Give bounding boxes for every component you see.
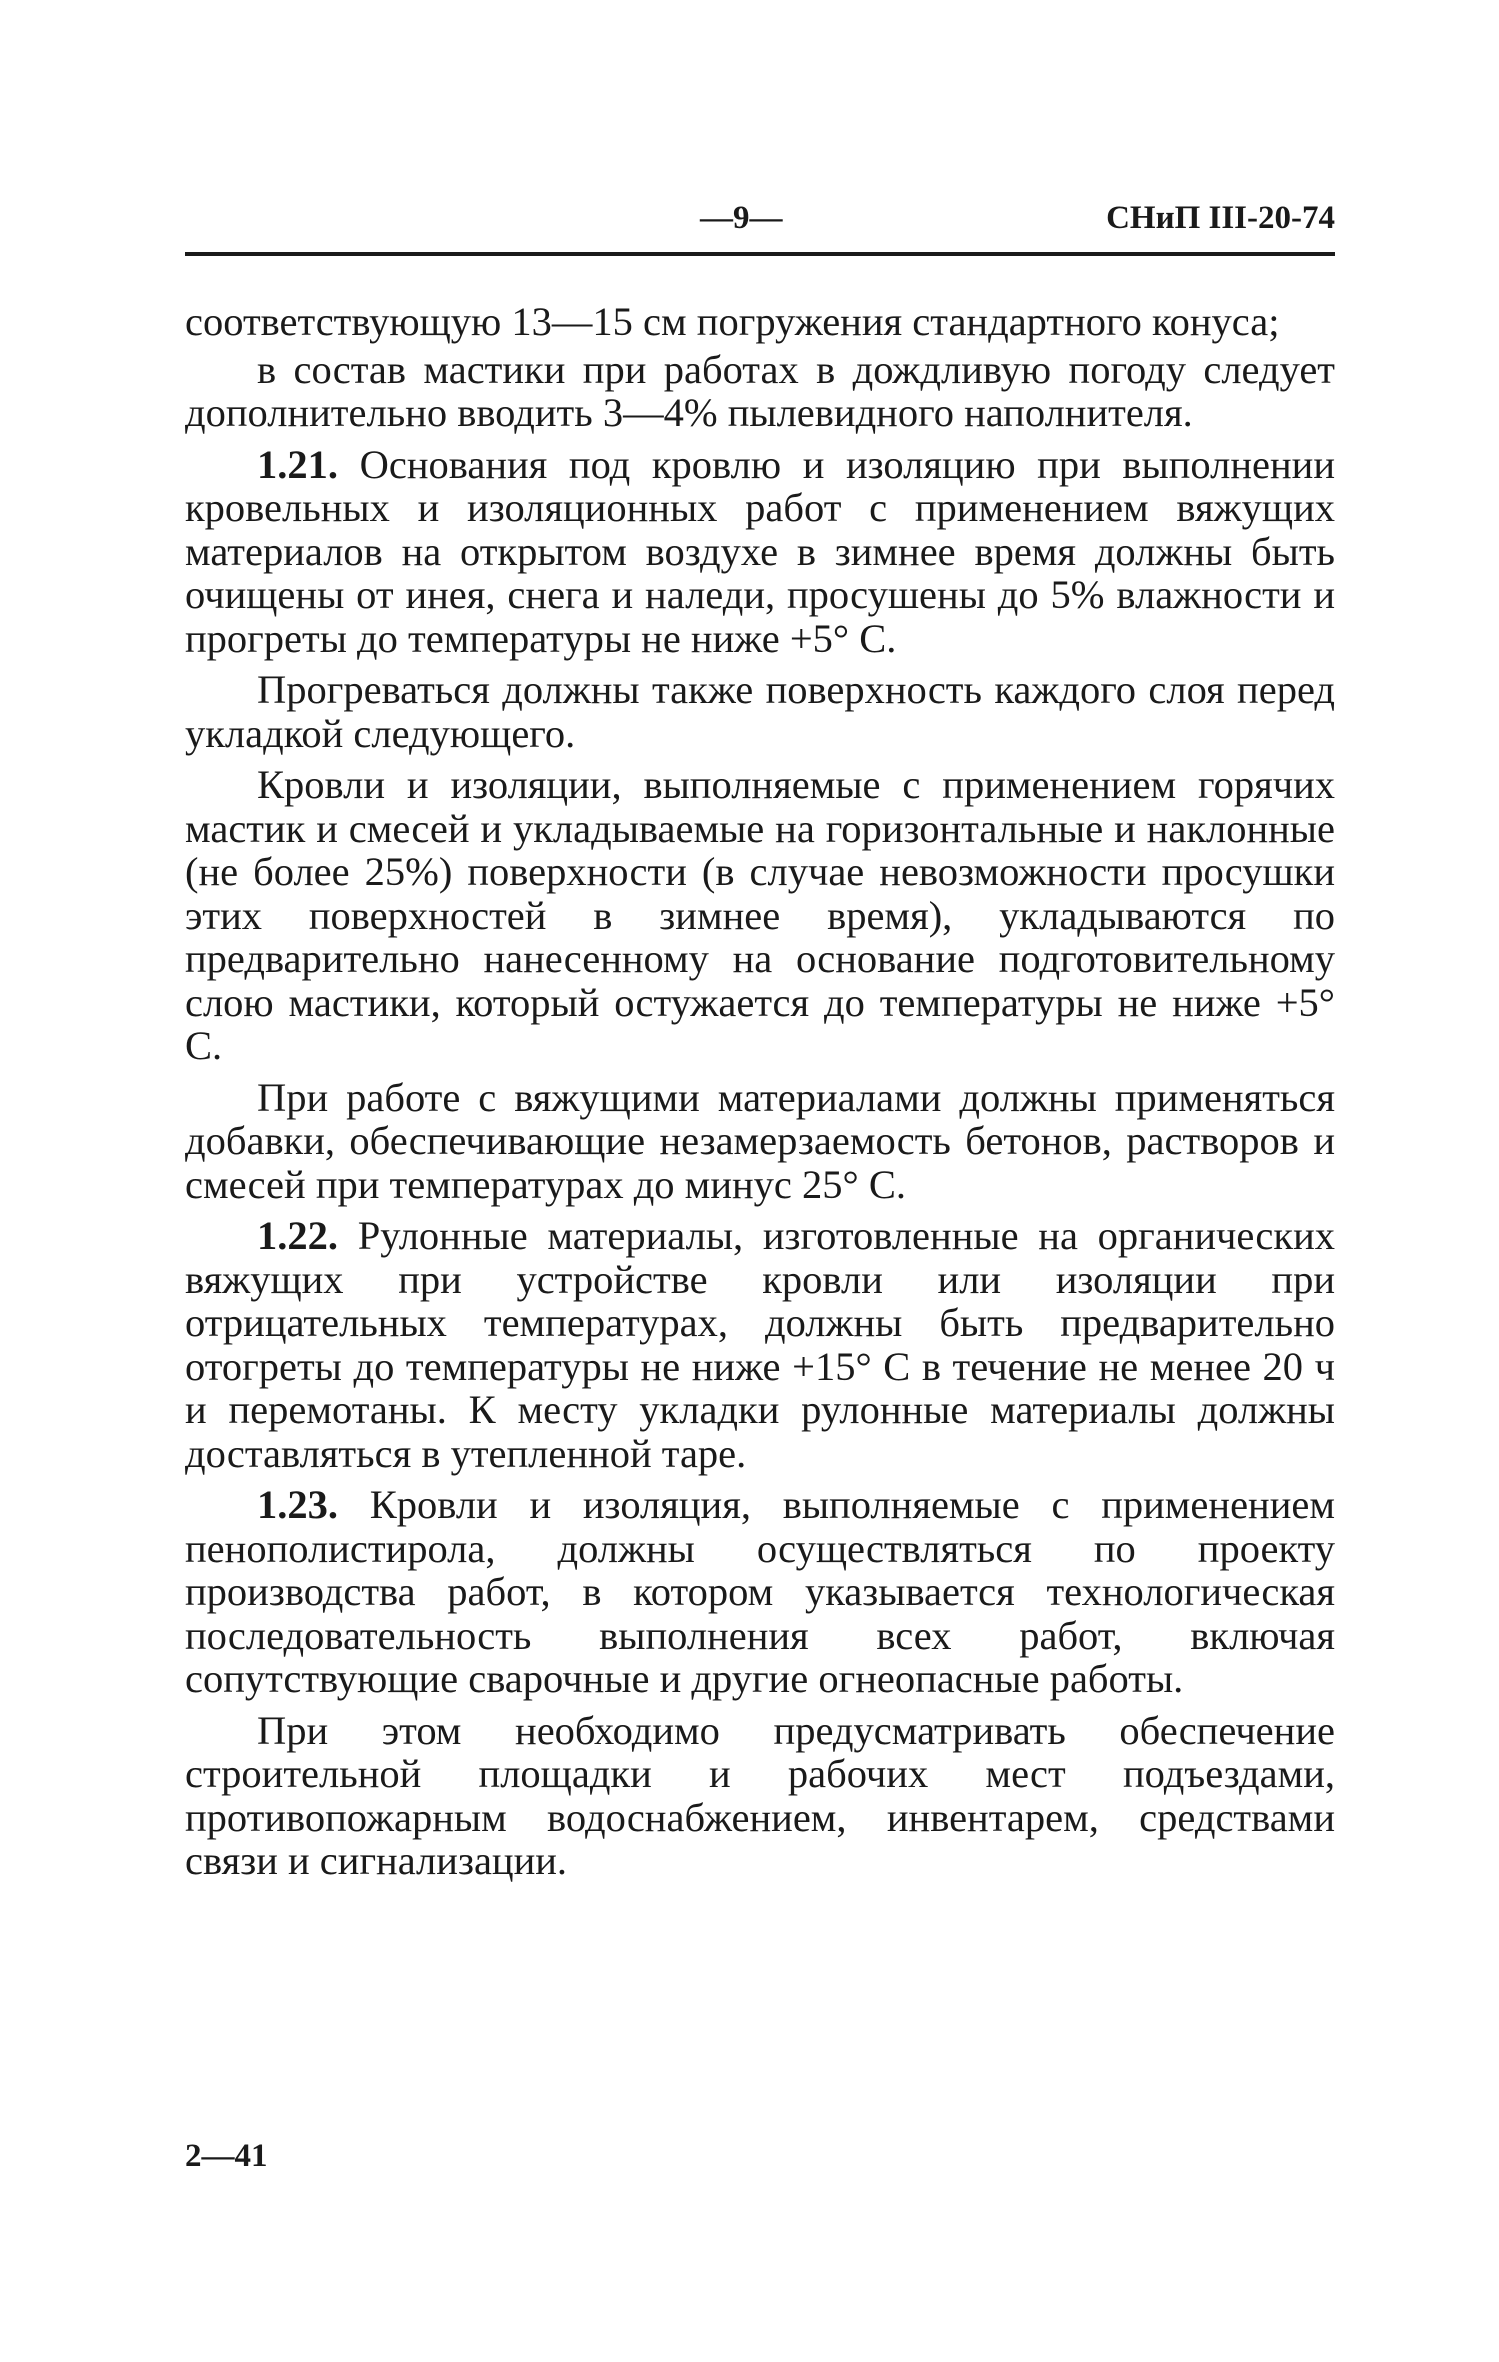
paragraph-text: Рулонные материалы, изготовленные на органических вяжущих при устройстве кровли или изоляции при отрицательных температурах, должны быть предварительно отогреты до температуры не ниже +15° С в течение не менее 20 ч и перемотаны. К месту укладки рулонные материалы должны доставляться в утепленной таре. [185, 1213, 1335, 1476]
paragraph [185, 1214, 1335, 1475]
paragraph-text: соответствующую 13—15 см погружения стандартного конуса; [185, 299, 1280, 344]
paragraph [185, 300, 1335, 344]
paragraph-text: Кровли и изоляция, выполняемые с применением пенополистирола, должны осуществляться по проекту производства работ, в котором указывается технологическая последовательность выполнения всех работ, включая сопутствующие сварочные и другие огнеопасные работы. [185, 1482, 1335, 1701]
paragraph-text: При этом необходимо предусматривать обеспечение строительной площадки и рабочих мест подъездами, противопожарным водоснабжением, инвентарем, средствами связи и сигнализации. [185, 1707, 1335, 1883]
paragraph-text: Основания под кровлю и изоляцию при выполнении кровельных и изоляционных работ с применением вяжущих материалов на открытом воздухе в зимнее время должны быть очищены от инея, снега и наледи, просушены до 5% влажности и прогреты до температуры не ниже +5° С. [185, 441, 1335, 661]
page-header [185, 200, 1335, 240]
paragraph [185, 763, 1335, 1068]
clause-number: 1.21. [257, 441, 338, 487]
paragraph [185, 348, 1335, 435]
document-code: СНиП III-20-74 [1106, 200, 1335, 236]
document-body [185, 300, 1335, 1883]
paragraph-text: в состав мастики при работах в дождливую погоду следует дополнительно вводить 3—4% пылевидного наполнителя. [185, 346, 1335, 435]
clause-number: 1.22. [257, 1213, 338, 1258]
paragraph-text: Кровли и изоляции, выполняемые с применением горячих мастик и смесей и укладываемые на горизонтальные и наклонные (не более 25%) поверхности (в случае невозможности просушки этих поверхностей в зимнее время), укладываются по предварительно нанесенному на основание подготовительному слою мастики, который остужается до температуры не ниже +5° С. [185, 762, 1335, 1068]
paragraph [185, 1076, 1335, 1207]
paragraph [185, 668, 1335, 755]
paragraph-text: Прогреваться должны также поверхность каждого слоя перед укладкой следующего. [185, 667, 1335, 756]
clause-number: 1.23. [257, 1482, 338, 1527]
paragraph-text: При работе с вяжущими материалами должны применяться добавки, обеспечивающие незамерзаемость бетонов, растворов и смесей при температурах до минус 25° С. [185, 1074, 1335, 1207]
paragraph [185, 443, 1335, 661]
paragraph [185, 1709, 1335, 1883]
page-number: —9— [700, 200, 783, 236]
printer-signature: 2—41 [185, 2138, 268, 2174]
paragraph [185, 1483, 1335, 1701]
header-rule [185, 252, 1335, 256]
